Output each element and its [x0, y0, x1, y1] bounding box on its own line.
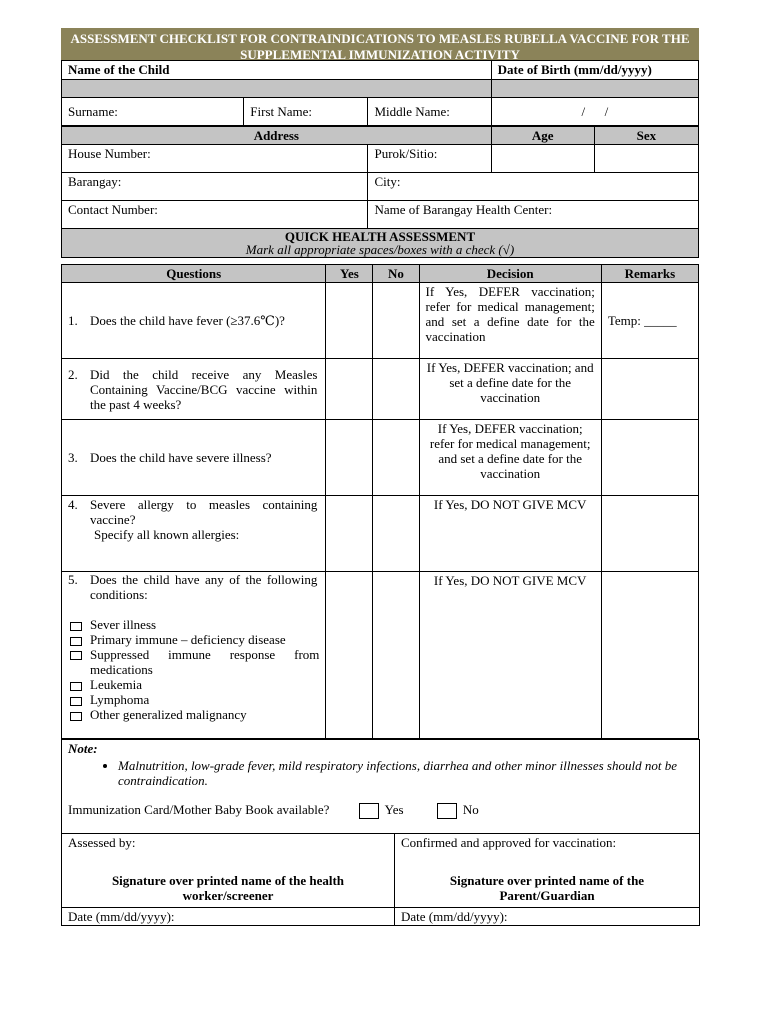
date-right-field[interactable]: Date (mm/dd/yyyy):: [395, 908, 700, 926]
dob-band: [491, 80, 698, 98]
child-name-band: [62, 80, 492, 98]
remarks-cell[interactable]: [601, 420, 698, 496]
question-text: Did the child receive any Measles Containing Vaccine/BCG vaccine within the past 4 weeks?: [90, 367, 318, 412]
city-field[interactable]: City:: [368, 173, 699, 201]
assessed-by-label: Assessed by:: [68, 835, 136, 850]
checkbox-icon[interactable]: [70, 622, 82, 631]
note-section: [62, 740, 700, 834]
card-question: Immunization Card/Mother Baby Book available?: [68, 802, 330, 817]
question-row-3: [62, 420, 699, 496]
no-cell[interactable]: [373, 359, 419, 420]
question-text: Does the child have severe illness?: [90, 450, 272, 465]
checklist-form: [61, 28, 699, 926]
age-header: Age: [491, 127, 594, 145]
remarks-header: Remarks: [601, 265, 698, 283]
question-row-4: [62, 496, 699, 572]
remarks-cell[interactable]: [601, 572, 698, 739]
confirmed-label: Confirmed and approved for vaccination:: [401, 835, 617, 850]
assessment-table: [61, 264, 699, 739]
purok-field[interactable]: Purok/Sitio:: [368, 145, 491, 173]
no-cell[interactable]: [373, 420, 419, 496]
question-text: Does the child have any of the following conditions:: [90, 572, 318, 602]
quick-assessment-header: [62, 229, 699, 258]
condition-item[interactable]: Suppressed immune response from medications: [68, 647, 319, 677]
question-row-1: [62, 283, 699, 359]
quick-assessment-instruction: Mark all appropriate spaces/boxes with a check (√): [245, 242, 515, 257]
question-number: 1.: [68, 313, 78, 328]
question-text: Does the child have fever (≥37.6℃)?: [90, 313, 285, 328]
parent-signature-label: Signature over printed name of the Parent/Guardian: [449, 873, 645, 903]
note-signature-table: [61, 739, 700, 926]
child-info-table: [61, 60, 699, 126]
child-name-header: Name of the Child: [62, 61, 492, 80]
no-cell[interactable]: [373, 496, 419, 572]
health-center-field[interactable]: Name of Barangay Health Center:: [368, 201, 699, 229]
decision-text: If Yes, DO NOT GIVE MCV: [419, 572, 601, 739]
yes-cell[interactable]: [326, 359, 373, 420]
condition-item[interactable]: Other generalized malignancy: [68, 707, 319, 722]
yes-checkbox[interactable]: [359, 803, 379, 819]
note-bullet: • Malnutrition, low-grade fever, mild respiratory infections, diarrhea and other minor illnesses should not be contraindication.: [118, 758, 693, 788]
allergy-specify-label: Specify all known allergies:: [94, 527, 240, 542]
surname-field[interactable]: Surname:: [62, 98, 244, 126]
decision-header: Decision: [419, 265, 601, 283]
question-number: 5.: [68, 572, 78, 587]
no-cell[interactable]: [373, 572, 419, 739]
decision-text: If Yes, DEFER vaccination; and set a define date for the vaccination: [419, 359, 601, 420]
contact-number-field[interactable]: Contact Number:: [62, 201, 368, 229]
decision-text: If Yes, DEFER vaccination; refer for medical management; and set a define date for the vaccination: [419, 420, 601, 496]
quick-assessment-title: QUICK HEALTH ASSESSMENT: [284, 229, 476, 244]
house-number-field[interactable]: House Number:: [62, 145, 368, 173]
sex-field[interactable]: [594, 145, 698, 173]
dob-header: Date of Birth (mm/dd/yyyy): [491, 61, 698, 80]
condition-item[interactable]: Lymphoma: [68, 692, 319, 707]
condition-item[interactable]: Leukemia: [68, 677, 319, 692]
no-label: No: [462, 802, 479, 817]
temp-remarks[interactable]: Temp: _____: [601, 283, 698, 359]
questions-header: Questions: [62, 265, 326, 283]
decision-text: If Yes, DO NOT GIVE MCV: [419, 496, 601, 572]
assessed-by-cell[interactable]: [62, 834, 395, 908]
remarks-cell[interactable]: [601, 359, 698, 420]
sex-header: Sex: [594, 127, 698, 145]
address-table: [61, 126, 699, 258]
confirmed-cell[interactable]: [395, 834, 700, 908]
condition-item[interactable]: Primary immune – deficiency disease: [68, 632, 319, 647]
address-header: Address: [62, 127, 492, 145]
yes-cell[interactable]: [326, 283, 373, 359]
dob-field[interactable]: / /: [491, 98, 698, 126]
checkbox-icon[interactable]: [70, 682, 82, 691]
condition-item[interactable]: Sever illness: [68, 617, 319, 632]
yes-cell[interactable]: [326, 420, 373, 496]
yes-header: Yes: [326, 265, 373, 283]
note-label: Note:: [68, 741, 98, 756]
health-worker-signature-label: Signature over printed name of the health worker/screener: [111, 873, 345, 903]
question-row-5: [62, 572, 699, 739]
yes-cell[interactable]: [326, 572, 373, 739]
remarks-cell[interactable]: [601, 496, 698, 572]
question-text: Severe allergy to measles containing vaccine?: [90, 497, 318, 527]
date-left-field[interactable]: Date (mm/dd/yyyy):: [62, 908, 395, 926]
question-number: 4.: [68, 497, 78, 512]
checkbox-icon[interactable]: [70, 697, 82, 706]
first-name-field[interactable]: First Name:: [244, 98, 368, 126]
question-row-2: [62, 359, 699, 420]
no-header: No: [373, 265, 419, 283]
checkbox-icon[interactable]: [70, 712, 82, 721]
decision-text: If Yes, DEFER vaccination; refer for medical management; and set a define date for the vaccination: [419, 283, 601, 359]
checkbox-icon[interactable]: [70, 651, 82, 660]
card-question-row: [68, 802, 693, 819]
age-field[interactable]: [491, 145, 594, 173]
middle-name-field[interactable]: Middle Name:: [368, 98, 491, 126]
question-number: 2.: [68, 367, 78, 382]
no-checkbox[interactable]: [437, 803, 457, 819]
form-title: ASSESSMENT CHECKLIST FOR CONTRAINDICATIONS TO MEASLES RUBELLA VACCINE FOR THE SUPPLEMENTAL IMMUNIZATION ACTIVITY: [61, 28, 699, 60]
yes-label: Yes: [384, 802, 404, 817]
question-number: 3.: [68, 450, 78, 465]
barangay-field[interactable]: Barangay:: [62, 173, 368, 201]
checkbox-icon[interactable]: [70, 637, 82, 646]
no-cell[interactable]: [373, 283, 419, 359]
yes-cell[interactable]: [326, 496, 373, 572]
